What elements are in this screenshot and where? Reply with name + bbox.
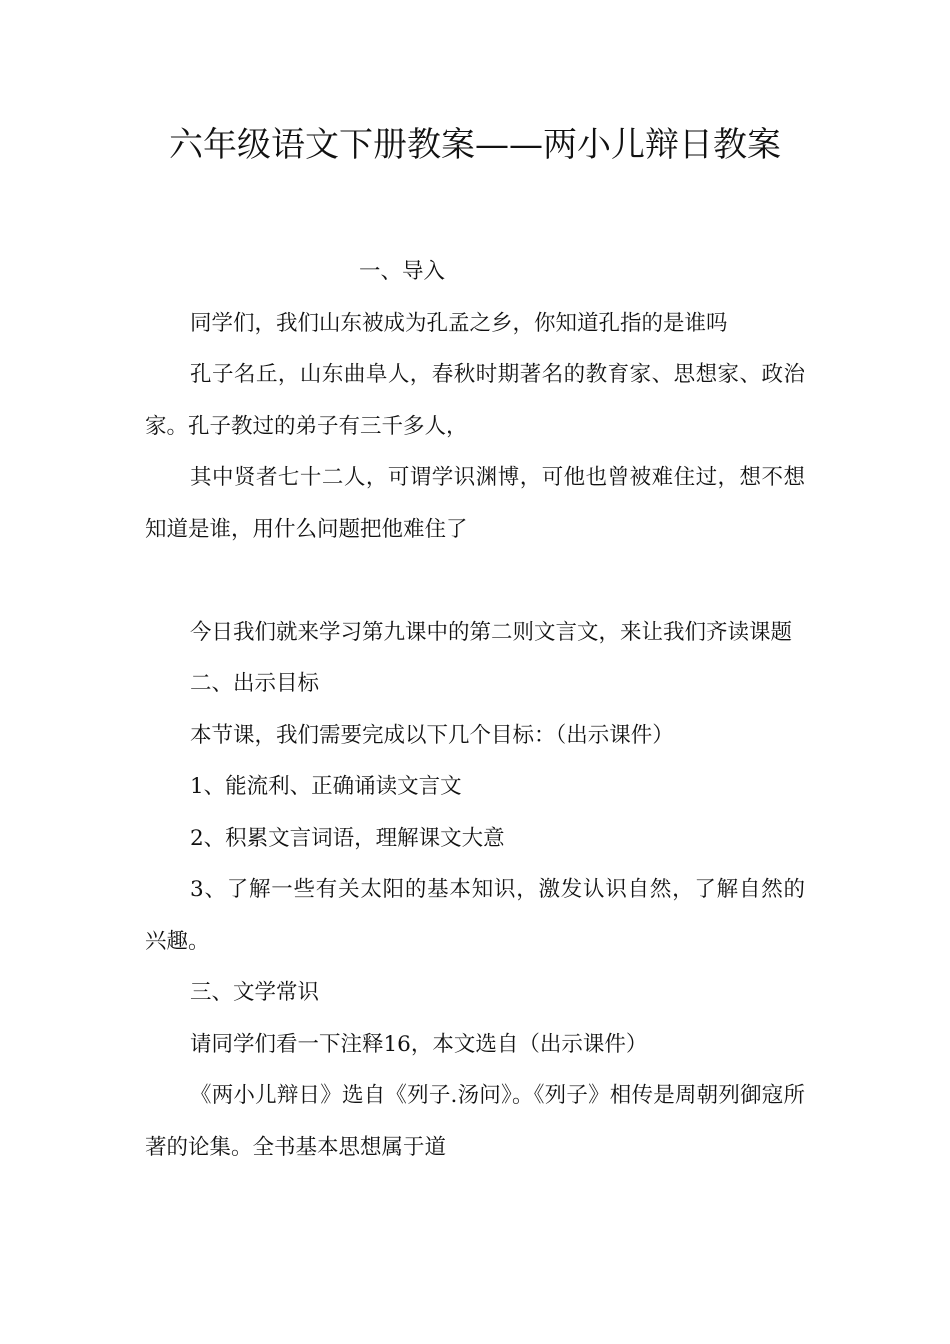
paragraph: 本节课，我们需要完成以下几个目标：（出示课件） bbox=[190, 722, 674, 748]
paragraph: 孔子名丘，山东曲阜人，春秋时期著名的教育家、思想家、政治家。孔子教过的弟子有三千多人， bbox=[145, 362, 805, 439]
section-heading-intro: 一、导入 bbox=[359, 259, 446, 284]
paragraph: 其中贤者七十二人，可谓学识渊博，可他也曾被难住过，想不想知道是谁，用什么问题把他难住了 bbox=[145, 465, 805, 542]
paragraph: 《两小儿辩日》选自《列子.汤问》。《列子》相传是周朝列御寇所著的论集。全书基本思想属于道 bbox=[145, 1083, 805, 1160]
goal-item: 1、能流利、正确诵读文言文 bbox=[190, 774, 462, 799]
paragraph: 请同学们看一下注释16，本文选自（出示课件） bbox=[190, 1031, 648, 1057]
document-title: 六年级语文下册教案——两小儿辩日教案 bbox=[169, 125, 781, 165]
paragraph: 同学们，我们山东被成为孔孟之乡，你知道孔指的是谁吗 bbox=[190, 310, 728, 336]
section-heading-goals: 二、出示目标 bbox=[190, 671, 320, 696]
paragraph: 今日我们就来学习第九课中的第二则文言文，来让我们齐读课题 bbox=[190, 619, 793, 645]
document-body bbox=[145, 246, 805, 1173]
section-heading-literature: 三、文学常识 bbox=[190, 980, 320, 1005]
goal-item: 3、了解一些有关太阳的基本知识，激发认识自然，了解自然的兴趣。 bbox=[145, 877, 805, 954]
blank-line bbox=[145, 555, 805, 607]
goal-item: 2、积累文言词语，理解课文大意 bbox=[190, 825, 505, 851]
